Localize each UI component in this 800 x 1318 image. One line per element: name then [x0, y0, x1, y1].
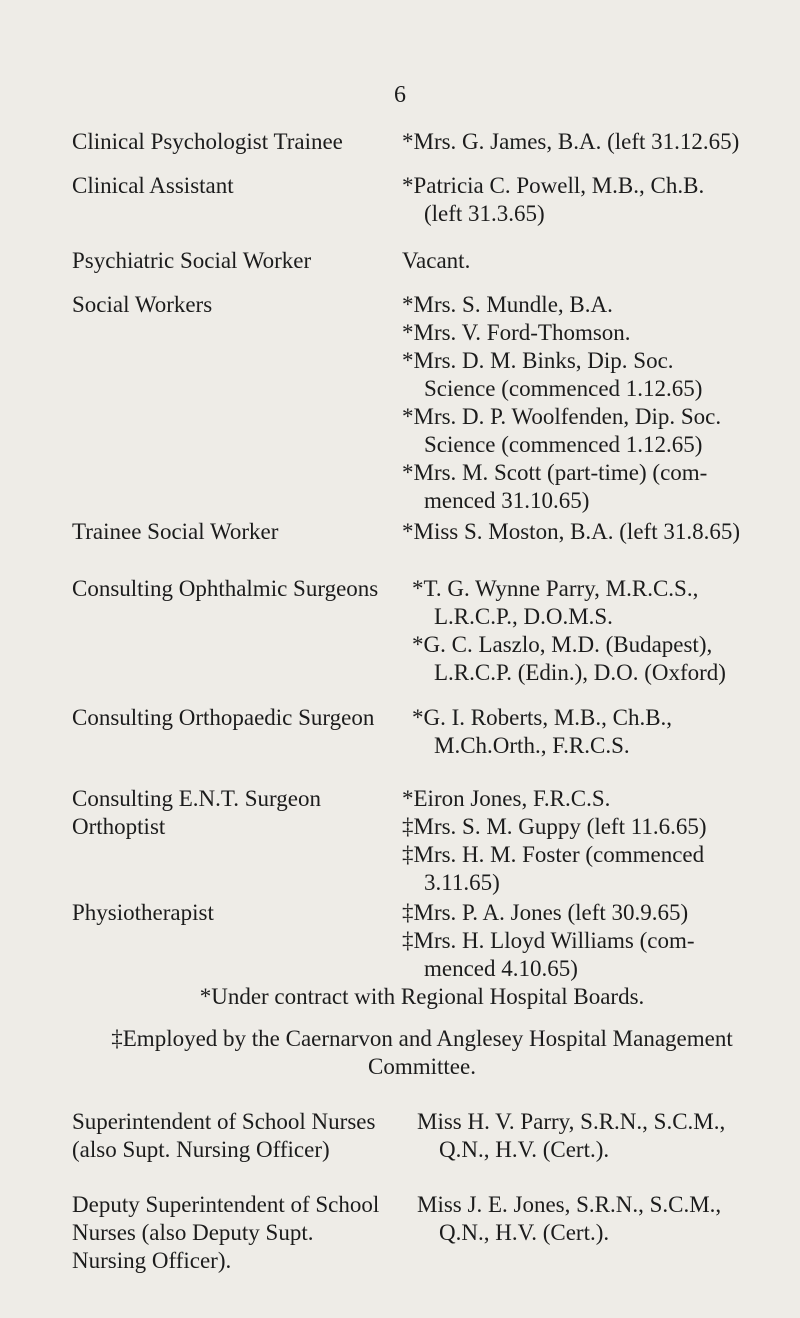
role-label: Consulting Ophthalmic Surgeons: [72, 576, 379, 601]
footnote-employed-line: ‡Employed by the Caernarvon and Anglesey Hospital Management: [111, 1026, 733, 1051]
role-label: Clinical Assistant: [72, 173, 234, 198]
staff-names: [402, 518, 772, 546]
staff-name-line: *Mrs. D. M. Binks, Dip. Soc.: [402, 348, 674, 373]
staff-name-line: *Mrs. S. Mundle, B.A.: [402, 292, 613, 317]
staff-names: [417, 1191, 782, 1247]
staff-name-line: *Patricia C. Powell, M.B., Ch.B.: [402, 173, 705, 198]
role-label: Clinical Psychologist Trainee: [72, 129, 343, 154]
role-label: Consulting Orthopaedic Surgeon: [72, 705, 375, 730]
role-label-line: Superintendent of School Nurses: [72, 1109, 376, 1134]
page-number: 6: [394, 82, 406, 108]
staff-name-line: M.Ch.Orth., F.R.C.S.: [434, 733, 630, 758]
footnote-employed-line: Committee.: [368, 1054, 476, 1079]
staff-name-line: *G. I. Roberts, M.B., Ch.B.,: [412, 705, 673, 730]
staff-name-line: 3.11.65): [424, 870, 500, 895]
role-label-line: Deputy Superintendent of School: [72, 1192, 380, 1217]
staff-names: [402, 813, 772, 897]
staff-names: [417, 1108, 782, 1164]
staff-names: [402, 899, 772, 983]
staff-names: [402, 291, 772, 515]
staff-name-line: ‡Mrs. H. M. Foster (commenced: [402, 842, 705, 867]
staff-name-line: ‡Mrs. H. Lloyd Williams (com-: [402, 928, 695, 953]
role-label: Psychiatric Social Worker: [72, 248, 312, 273]
role-label: Trainee Social Worker: [72, 519, 279, 544]
staff-name-line: ‡Mrs. S. M. Guppy (left 11.6.65): [402, 814, 707, 839]
staff-names: [402, 128, 772, 156]
nursing-role: [72, 1191, 412, 1275]
footnote-contract: *Under contract with Regional Hospital Boards.: [199, 984, 645, 1009]
staff-name-line: Science (commenced 1.12.65): [424, 376, 703, 401]
staff-name-line: *Mrs. G. James, B.A. (left 31.12.65): [402, 129, 740, 154]
staff-name-line: (left 31.3.65): [424, 201, 545, 226]
staff-name-line: *Eiron Jones, F.R.C.S.: [402, 786, 611, 811]
staff-name-line: ‡Mrs. P. A. Jones (left 30.9.65): [402, 900, 689, 925]
role-label: Social Workers: [72, 292, 213, 317]
role-label: Orthoptist: [72, 814, 166, 839]
role-label-line: (also Supt. Nursing Officer): [72, 1137, 330, 1162]
staff-name-line: Miss H. V. Parry, S.R.N., S.C.M.,: [417, 1109, 726, 1134]
footnote-employed: [72, 1025, 772, 1081]
staff-names: [402, 172, 772, 228]
staff-name-line: *G. C. Laszlo, M.D. (Budapest),: [412, 632, 713, 657]
staff-name-line: Vacant.: [402, 248, 471, 273]
staff-names: [412, 704, 772, 760]
staff-names: [402, 247, 772, 275]
staff-name-line: Q.N., H.V. (Cert.).: [439, 1220, 610, 1245]
staff-name-line: Science (commenced 1.12.65): [424, 432, 703, 457]
role-label: Consulting E.N.T. Surgeon: [72, 786, 321, 811]
staff-name-line: *Mrs. M. Scott (part-time) (com-: [402, 460, 708, 485]
staff-name-line: menced 4.10.65): [424, 956, 578, 981]
staff-name-line: Q.N., H.V. (Cert.).: [439, 1137, 610, 1162]
staff-name-line: *Miss S. Moston, B.A. (left 31.8.65): [402, 519, 740, 544]
role-label-line: Nursing Officer).: [72, 1248, 232, 1273]
staff-names: [402, 785, 772, 813]
staff-name-line: *T. G. Wynne Parry, M.R.C.S.,: [412, 576, 699, 601]
role-label-line: Nurses (also Deputy Supt.: [72, 1220, 314, 1245]
staff-name-line: *Mrs. V. Ford-Thomson.: [402, 320, 631, 345]
staff-names: [412, 575, 772, 687]
staff-name-line: Miss J. E. Jones, S.R.N., S.C.M.,: [417, 1192, 722, 1217]
staff-name-line: L.R.C.P., D.O.M.S.: [434, 604, 613, 629]
role-label: Physiotherapist: [72, 900, 214, 925]
staff-name-line: menced 31.10.65): [424, 488, 590, 513]
staff-name-line: *Mrs. D. P. Woolfenden, Dip. Soc.: [402, 404, 722, 429]
staff-name-line: L.R.C.P. (Edin.), D.O. (Oxford): [434, 660, 726, 685]
nursing-role: [72, 1108, 412, 1164]
